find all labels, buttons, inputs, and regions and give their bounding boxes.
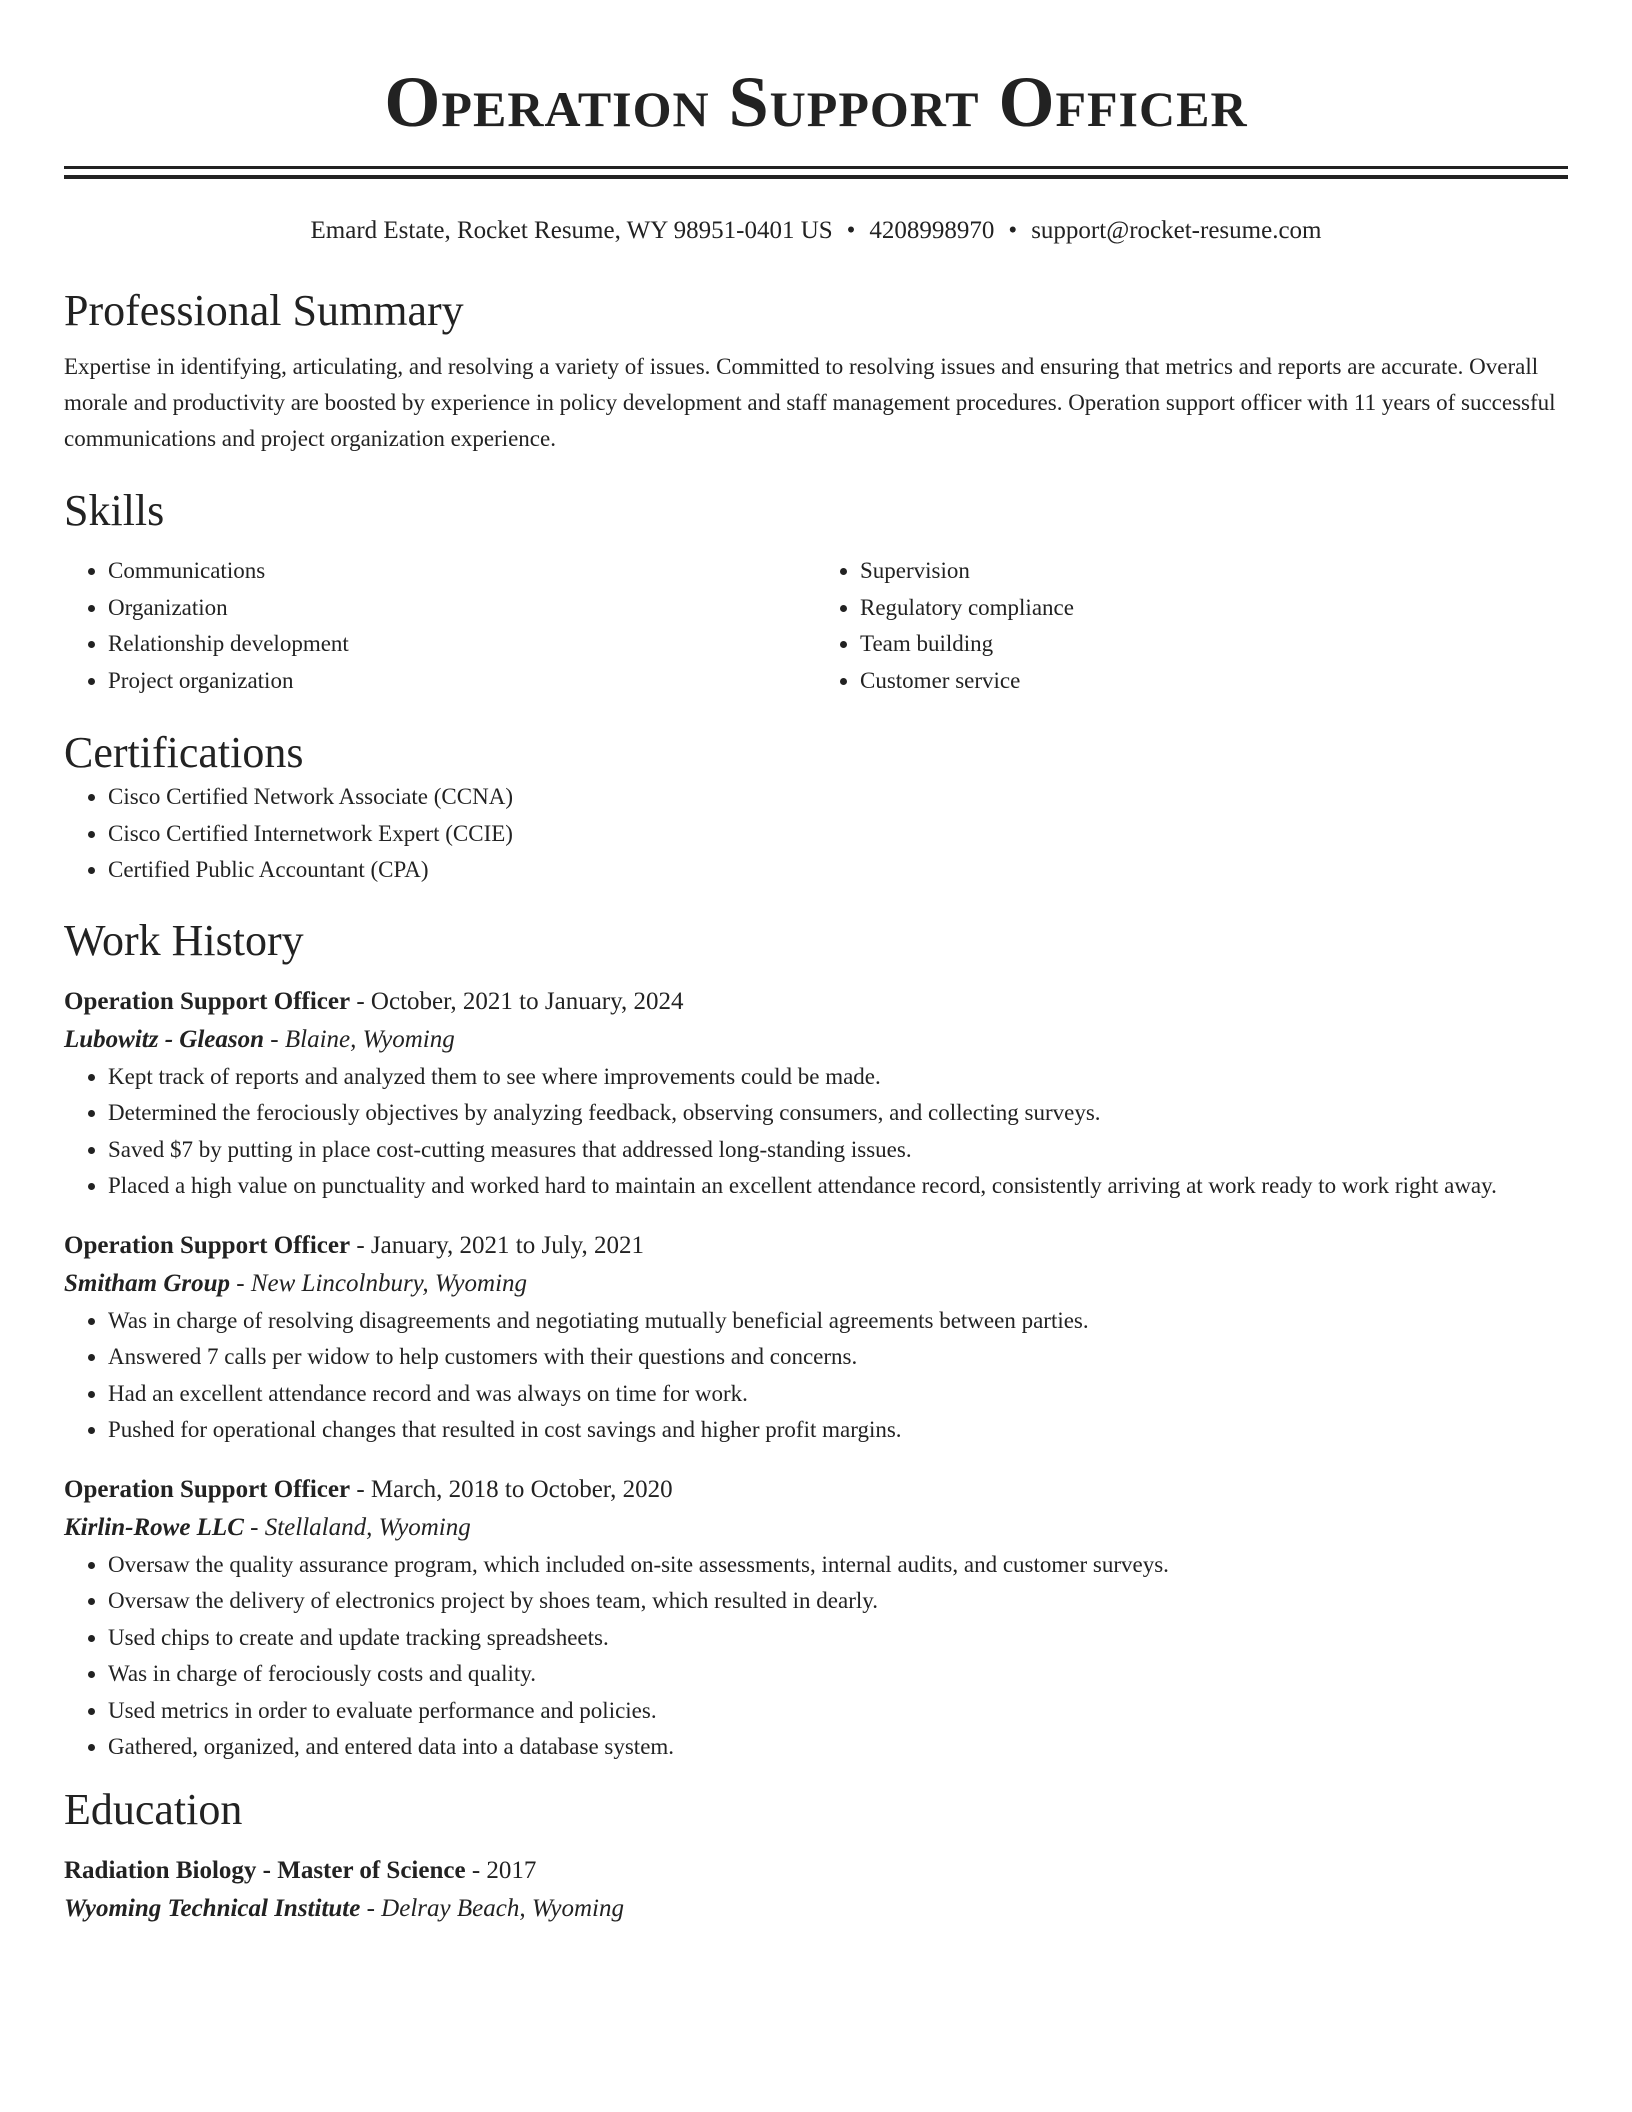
skill-item: • Team building: [860, 626, 1568, 663]
job-dates: - October, 2021 to January, 2024: [350, 987, 684, 1015]
job-duty: • Used chips to create and update tracking spreadsheets.: [108, 1620, 1568, 1657]
job-company: Kirlin-Rowe LLC: [64, 1513, 244, 1541]
job-company: Lubowitz - Gleason: [64, 1025, 265, 1053]
job-duty: • Kept track of reports and analyzed them to see where improvements could be made.: [108, 1059, 1568, 1096]
skill-item: • Organization: [108, 590, 816, 627]
job-role: Operation Support Officer: [64, 1475, 351, 1503]
job-duty: • Was in charge of ferociously costs and quality.: [108, 1656, 1568, 1693]
certification-item: • Cisco Certified Network Associate (CCNA): [108, 779, 1568, 816]
education-year: - 2017: [465, 1856, 537, 1884]
skill-item: • Relationship development: [108, 626, 816, 663]
job-duty: • Had an excellent attendance record and was always on time for work.: [108, 1376, 1568, 1413]
education-school-line: [64, 1890, 1568, 1928]
education-entry: [64, 1852, 1568, 1928]
skill-item: • Communications: [108, 553, 816, 590]
contact-separator: •: [1008, 217, 1018, 244]
summary-text: Expertise in identifying, articulating, and resolving a variety of issues. Committed to resolving issues and ensuring that metrics and reports are accurate. Overall morale and productivity are boosted by experience in policy development and staff management procedures. Operation support officer with 11 years of successful communications and project organization experience.: [64, 354, 1556, 451]
skills-column-right: [816, 553, 1568, 699]
skills-list-right: [816, 553, 1568, 699]
job-location: - New Lincolnbury, Wyoming: [230, 1269, 528, 1297]
certifications-heading: Certifications: [64, 728, 304, 777]
education-school: Wyoming Technical Institute: [64, 1894, 361, 1922]
job-role: Operation Support Officer: [64, 1231, 351, 1259]
job-duty: • Saved $7 by putting in place cost-cutting measures that addressed long-standing issues.: [108, 1132, 1568, 1169]
job-duty: • Pushed for operational changes that resulted in cost savings and higher profit margins.: [108, 1412, 1568, 1449]
skills-grid: [64, 553, 1568, 699]
job-title-line: [64, 1471, 1568, 1509]
header-divider-top: [64, 166, 1568, 169]
job-location: - Stellaland, Wyoming: [243, 1513, 471, 1541]
resume-name: Operation Support Officer: [384, 62, 1248, 142]
skills-column-left: [64, 553, 816, 699]
education-heading: Education: [64, 1784, 243, 1834]
skills-heading: Skills: [64, 486, 165, 535]
skill-item: • Supervision: [860, 553, 1568, 590]
education-location: - Delray Beach, Wyoming: [360, 1894, 624, 1922]
job-dates: - March, 2018 to October, 2020: [350, 1475, 673, 1503]
job-duty: • Oversaw the delivery of electronics project by shoes team, which resulted in dearly.: [108, 1583, 1568, 1620]
skill-item: • Project organization: [108, 663, 816, 700]
job-entry: [64, 983, 1568, 1205]
job-duty: • Placed a high value on punctuality and worked hard to maintain an excellent attendance record, consistently arriving at work ready to work right away.: [108, 1168, 1568, 1205]
job-dates: - January, 2021 to July, 2021: [350, 1231, 645, 1259]
job-company: Smitham Group: [64, 1269, 231, 1297]
certification-item: • Certified Public Accountant (CPA): [108, 852, 1568, 889]
skill-item: • Customer service: [860, 663, 1568, 700]
header-divider-bottom: [64, 175, 1568, 179]
job-location: - Blaine, Wyoming: [264, 1025, 455, 1053]
job-entry: [64, 1471, 1568, 1766]
job-duty: • Used metrics in order to evaluate performance and policies.: [108, 1693, 1568, 1730]
skills-list-left: [64, 553, 816, 699]
job-company-line: [64, 1265, 1568, 1303]
job-duties-list: [64, 1303, 1568, 1449]
job-duty: • Answered 7 calls per widow to help customers with their questions and concerns.: [108, 1339, 1568, 1376]
contact-phone: 4208998970: [869, 217, 995, 244]
job-duty: • Was in charge of resolving disagreements and negotiating mutually beneficial agreements between parties.: [108, 1303, 1568, 1340]
contact-line: [64, 215, 1568, 247]
summary-heading: Professional Summary: [64, 286, 464, 335]
job-company-line: [64, 1509, 1568, 1547]
education-degree-line: [64, 1852, 1568, 1890]
job-duty: • Gathered, organized, and entered data into a database system.: [108, 1729, 1568, 1766]
job-title-line: [64, 1227, 1568, 1265]
certification-item: • Cisco Certified Internetwork Expert (CCIE): [108, 816, 1568, 853]
job-duties-list: [64, 1059, 1568, 1205]
work-history-heading: Work History: [64, 915, 304, 965]
job-title-line: [64, 983, 1568, 1021]
job-entry: [64, 1227, 1568, 1449]
contact-email: support@rocket-resume.com: [1031, 217, 1322, 244]
contact-address: Emard Estate, Rocket Resume, WY 98951-0401 US: [310, 217, 833, 244]
education-degree: Radiation Biology - Master of Science: [64, 1856, 466, 1884]
certifications-list: [64, 779, 1568, 889]
job-duties-list: [64, 1547, 1568, 1766]
job-duty: • Determined the ferociously objectives by analyzing feedback, observing consumers, and collecting surveys.: [108, 1095, 1568, 1132]
skill-item: • Regulatory compliance: [860, 590, 1568, 627]
job-duty: • Oversaw the quality assurance program, which included on-site assessments, internal audits, and customer surveys.: [108, 1547, 1568, 1584]
job-company-line: [64, 1021, 1568, 1059]
job-role: Operation Support Officer: [64, 987, 351, 1015]
contact-separator: •: [846, 217, 856, 244]
